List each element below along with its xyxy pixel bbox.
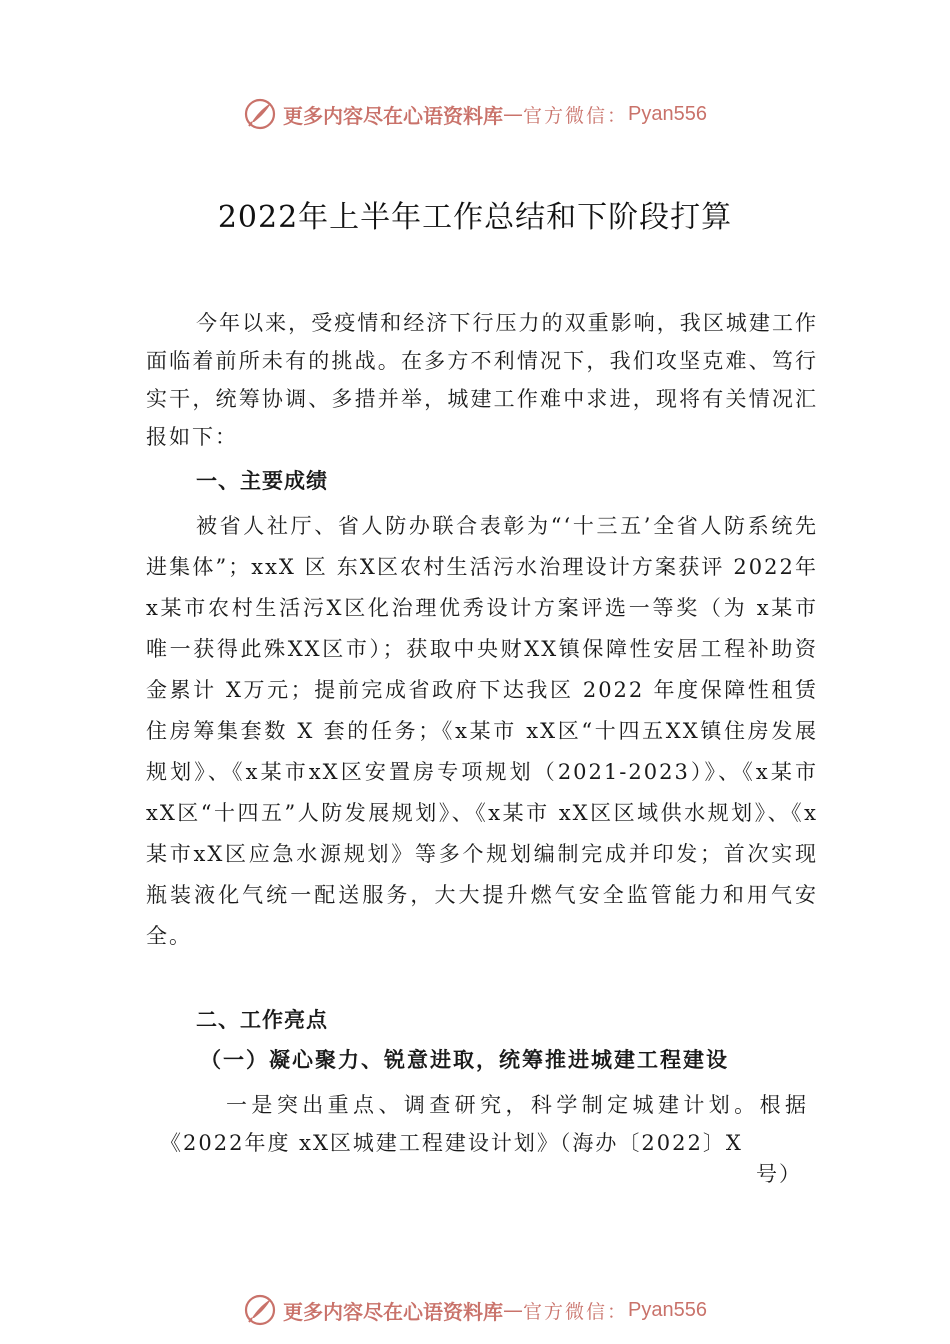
watermark-separator: — bbox=[503, 1298, 523, 1322]
quill-logo-icon bbox=[243, 97, 277, 131]
watermark-wechat-label: 官方微信： bbox=[523, 1300, 629, 1323]
section-heading-achievements: 一、主要成绩 bbox=[196, 469, 328, 493]
section-heading-highlights: 二、工作亮点 bbox=[196, 1008, 328, 1032]
watermark-separator: — bbox=[503, 102, 523, 126]
watermark-wechat-id: Pyan556 bbox=[628, 102, 707, 125]
watermark-wechat-label: 官方微信： bbox=[523, 104, 629, 127]
watermark-header bbox=[0, 94, 950, 134]
watermark-main-text: 更多内容尽在心语资料库 bbox=[283, 1299, 503, 1324]
watermark-main-text: 更多内容尽在心语资料库 bbox=[283, 103, 503, 128]
document-title: 2022年上半年工作总结和下阶段打算 bbox=[217, 200, 733, 235]
watermark-wechat-id: Pyan556 bbox=[628, 1298, 707, 1321]
quill-logo-icon bbox=[243, 1293, 277, 1327]
watermark-footer bbox=[0, 1290, 950, 1330]
subsection-paragraph: 一是突出重点、调查研究，科学制定城建计划。根据《2022年度 xX区城建工程建设计划》（海办〔2022〕X bbox=[160, 1093, 808, 1155]
achievements-paragraph: 被省人社厅、省人防办联合表彰为“‘十三五’全省人防系统先进集体”；xxX 区 东X区农村生活污水治理设计方案获评 2022年 x某市农村生活污X区化治理优秀设计方案评选一等奖（为 x某市唯一获得此殊XX区市）；获取中央财XX镇保障性安居工程补助资金累计 X万元；提前完成省政府下达我区 2022 年度保障性租赁住房筹集套数 X 套的任务；《x某市 xX区“十四五XX镇住房发展规划》、《x某市xX区安置房专项规划（2021-2023）》、《x某市xX区“十四五”人防发展规划》、《x某市 xX区区域供水规划》、《x某市xX区应急水源规划》等多个规划编制完成并印发；首次实现瓶装液化气统一配送服务，大大提升燃气安全监管能力和用气安全。 bbox=[146, 514, 818, 948]
subsection-heading: （一）凝心聚力、锐意进取，统筹推进城建工程建设 bbox=[200, 1047, 729, 1072]
intro-paragraph: 今年以来，受疫情和经济下行压力的双重影响，我区城建工作面临着前所未有的挑战。在多方不利情况下，我们攻坚克难、笃行实干，统筹协调、多措并举，城建工作难中求进，现将有关情况汇报如下： bbox=[146, 311, 818, 449]
subsection-paragraph-end: 号） bbox=[756, 1162, 802, 1186]
